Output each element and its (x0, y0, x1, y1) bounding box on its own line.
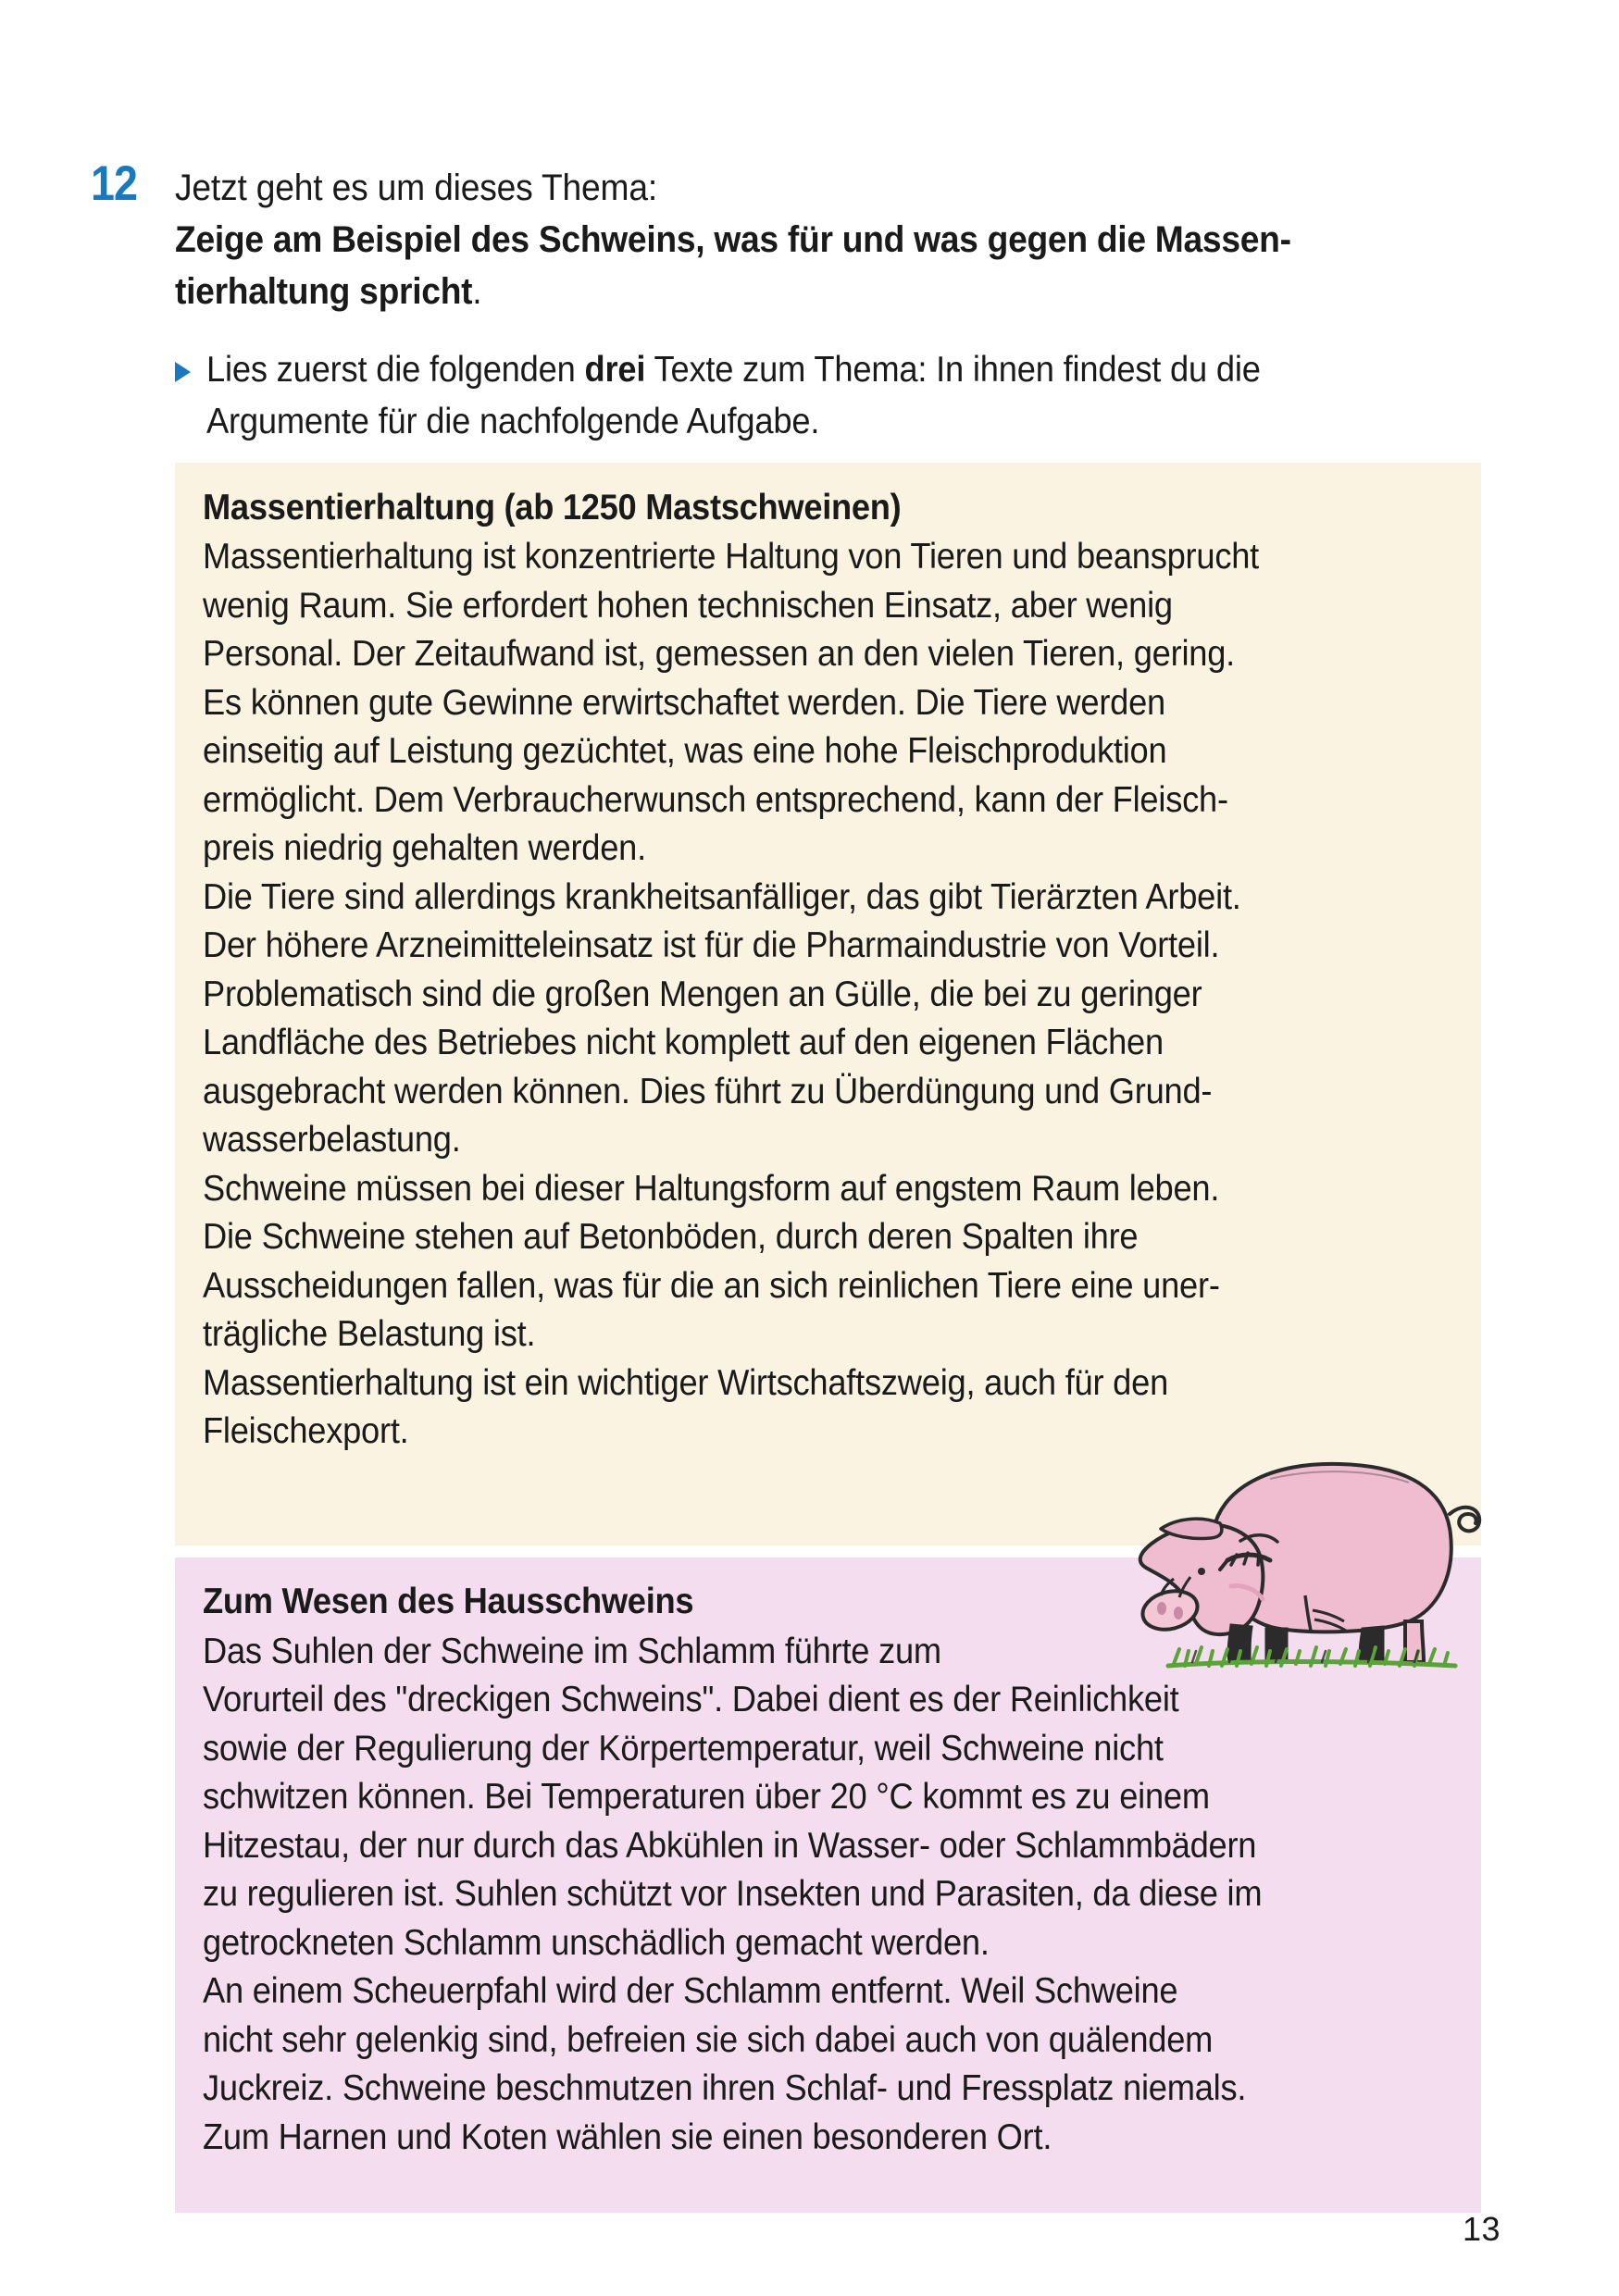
text-line: schwitzen können. Bei Temperaturen über 20 °C kommt es zu einem (203, 1777, 1210, 1817)
text-line: Es können gute Gewinne erwirtschaftet werden. Die Tiere werden (203, 682, 1165, 723)
task-header (175, 162, 1471, 317)
instruction-line2: Argumente für die nachfolgende Aufgabe. (206, 402, 820, 441)
task-intro-text: Jetzt geht es um dieses Thema: (175, 168, 658, 208)
task-statement-line2: tierhaltung spricht (175, 271, 473, 312)
text-line: Der höhere Arzneimitteleinsatz ist für die Pharmaindustrie von Vorteil. (203, 925, 1220, 965)
text-line: Massentierhaltung ist ein wichtiger Wirtschaftszweig, auch für den (203, 1362, 1169, 1403)
instruction-bullet-row (175, 344, 1489, 448)
text-line: Hitzestau, der nur durch das Abkühlen in Wasser- oder Schlammbädern (203, 1825, 1257, 1866)
text-line: Juckreiz. Schweine beschmutzen ihren Schlaf- und Fressplatz niemals. (203, 2068, 1247, 2108)
text-line: nicht sehr gelenkig sind, befreien sie sich dabei auch von quälendem (203, 2019, 1214, 2060)
text-line: Vorurteil des "dreckigen Schweins". Dabei dient es der Reinlichkeit (203, 1680, 1179, 1719)
info-box-heading: Zum Wesen des Hausschweins (203, 1582, 694, 1621)
text-line: Fleischexport. (203, 1411, 409, 1451)
text-line: Landfläche des Betriebes nicht komplett auf den eigenen Flächen (203, 1023, 1164, 1062)
text-line: ausgebracht werden können. Dies führt zu Überdüngung und Grund- (203, 1071, 1213, 1111)
instruction-emphasis: drei (584, 350, 646, 390)
text-line: Die Schweine stehen auf Betonböden, durch deren Spalten ihre (203, 1217, 1139, 1257)
instruction-line1-post: Texte zum Thema: In ihnen findest du die (645, 350, 1261, 390)
instruction-text (206, 344, 1400, 448)
info-box-massentierhaltung (175, 463, 1481, 1545)
info-box-heading: Massentierhaltung (ab 1250 Mastschweinen) (203, 488, 902, 527)
task-number: 12 (91, 156, 138, 211)
text-line: preis niedrig gehalten werden. (203, 828, 646, 868)
text-line: zu regulieren ist. Suhlen schützt vor Insekten und Parasiten, da diese im (203, 1874, 1263, 1914)
text-line: Problematisch sind die großen Mengen an Gülle, die bei zu geringer (203, 974, 1202, 1014)
info-box-body (203, 1628, 1453, 2163)
text-line: Das Suhlen der Schweine im Schlamm führte zum (203, 1631, 941, 1671)
instruction-line1-pre: Lies zuerst die folgenden (206, 350, 585, 390)
task-statement (175, 214, 1380, 266)
task-statement-line1: Zeige am Beispiel des Schweins, was für und was gegen die Massen- (175, 219, 1291, 260)
text-line: Massentierhaltung ist konzentrierte Haltung von Tieren und beansprucht (203, 537, 1260, 577)
info-box-wesen-hausschwein (175, 1558, 1481, 2213)
task-statement-period: . (472, 271, 482, 312)
text-line: getrockneten Schlamm unschädlich gemacht werden. (203, 1922, 990, 1963)
text-line: ermöglicht. Dem Verbraucherwunsch entsprechend, kann der Fleisch- (203, 779, 1228, 820)
text-line: An einem Scheuerpfahl wird der Schlamm entfernt. Weil Schweine (203, 1971, 1178, 2011)
task-statement-line2-wrap (175, 266, 1380, 317)
text-line: wasserbelastung. (203, 1120, 461, 1160)
text-line: Zum Harnen und Koten wählen sie einen besonderen Ort. (203, 2116, 1052, 2157)
text-line: trägliche Belastung ist. (203, 1314, 536, 1354)
text-line: Personal. Der Zeitaufwand ist, gemessen an den vielen Tieren, gering. (203, 634, 1236, 674)
text-line: sowie der Regulierung der Körpertemperatur, weil Schweine nicht (203, 1728, 1164, 1769)
text-line: Ausscheidungen fallen, was für die an sich reinlichen Tiere eine uner- (203, 1265, 1220, 1306)
triangle-right-icon (175, 344, 206, 382)
page-number: 13 (1462, 2210, 1501, 2248)
text-line: Schweine müssen bei dieser Haltungsform auf engstem Raum leben. (203, 1168, 1220, 1209)
text-line: Die Tiere sind allerdings krankheitsanfälliger, das gibt Tierärzten Arbeit. (203, 876, 1241, 917)
text-line: einseitig auf Leistung gezüchtet, was eine hohe Fleischproduktion (203, 731, 1167, 771)
text-line: wenig Raum. Sie erfordert hohen technischen Einsatz, aber wenig (203, 585, 1173, 626)
info-box-body (203, 533, 1453, 1457)
